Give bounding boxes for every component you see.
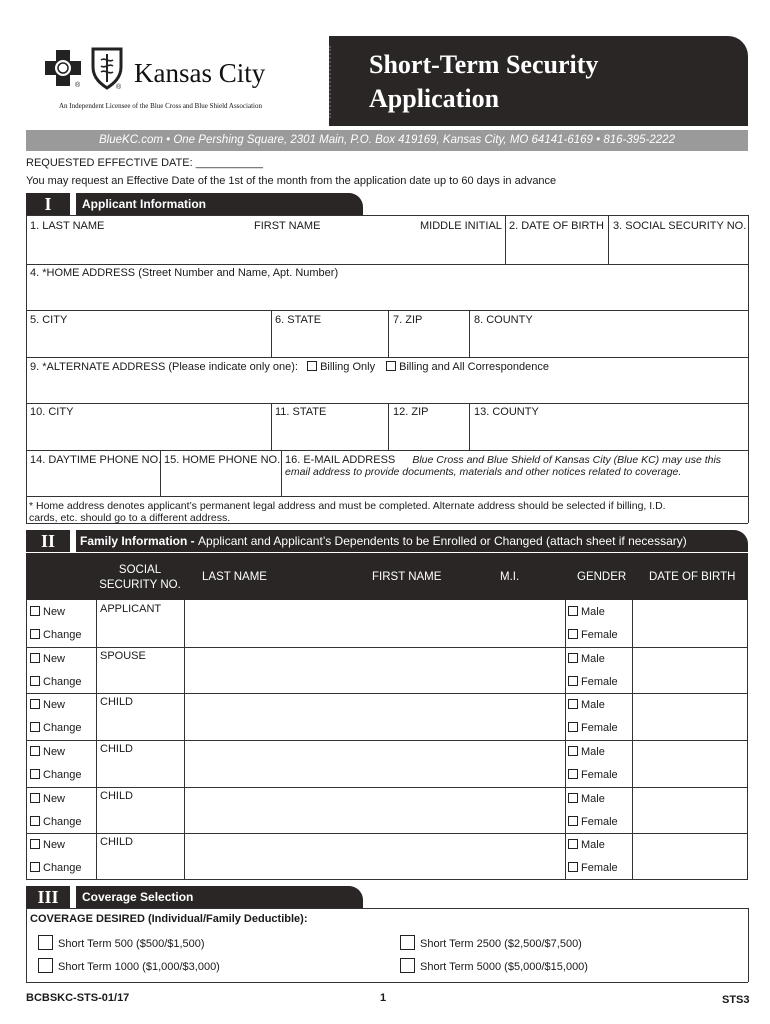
row-0-male-checkbox[interactable] (568, 606, 578, 616)
row-1-female-label: Female (581, 676, 618, 688)
section-3-header (26, 886, 363, 908)
row-2-male[interactable] (568, 699, 605, 711)
section-1-header (26, 193, 363, 215)
row-5-male[interactable] (568, 839, 605, 851)
rule (26, 908, 748, 909)
rule (26, 982, 748, 983)
coverage-option-2500[interactable] (400, 935, 582, 950)
row-5-female-label: Female (581, 862, 618, 874)
section-1-title: Applicant Information (82, 197, 206, 211)
divider (329, 46, 331, 118)
row-0-female-checkbox[interactable] (568, 629, 578, 639)
row-1-change[interactable] (30, 676, 82, 688)
coverage-2500-label: Short Term 2500 ($2,500/$7,500) (420, 938, 582, 950)
section-gap (70, 530, 76, 552)
rule (26, 215, 27, 523)
section-2-title (80, 530, 687, 552)
row-2-male-label: Male (581, 699, 605, 711)
row-4-female-label: Female (581, 816, 618, 828)
rule (26, 740, 748, 741)
rule (26, 647, 748, 648)
alt-state-field[interactable]: 11. STATE (275, 406, 327, 418)
first-name-field[interactable]: FIRST NAME (254, 220, 321, 232)
row-4-change[interactable] (30, 816, 82, 828)
row-0-male[interactable] (568, 606, 605, 618)
row-5-new-checkbox[interactable] (30, 839, 40, 849)
effective-date-field[interactable]: REQUESTED EFFECTIVE DATE: ___________ (26, 157, 263, 169)
row-3-male-checkbox[interactable] (568, 746, 578, 756)
section-2-subtitle: Applicant and Applicant’s Dependents to be Enrolled or Changed (attach sheet if necessary) (198, 534, 687, 548)
row-5-new[interactable] (30, 839, 65, 851)
zip-field[interactable]: 7. ZIP (393, 314, 423, 326)
section-3-number: III (37, 887, 59, 907)
row-4-change-checkbox[interactable] (30, 816, 40, 826)
rule (26, 403, 748, 404)
row-5-change[interactable] (30, 862, 82, 874)
logo-area (26, 36, 329, 126)
rule (748, 215, 749, 523)
col-ssn (96, 563, 184, 593)
row-0-change[interactable] (30, 629, 82, 641)
date-of-birth-field[interactable]: 2. DATE OF BIRTH (509, 220, 604, 232)
row-3-new[interactable] (30, 746, 65, 758)
row-3-female[interactable] (568, 769, 618, 781)
rule (608, 215, 609, 264)
rule (26, 693, 748, 694)
section-2-title-text: Family Information - (80, 534, 199, 548)
billing-all-checkbox[interactable] (386, 361, 396, 371)
blue-cross-icon (43, 48, 83, 88)
row-2-female-label: Female (581, 722, 618, 734)
rule (26, 450, 748, 451)
coverage-option-5000[interactable] (400, 958, 588, 973)
alternate-address-field[interactable] (30, 361, 549, 373)
rule (388, 310, 389, 357)
col-gender: GENDER (577, 571, 627, 583)
coverage-desired-label: COVERAGE DESIRED (Individual/Family Deductible): (30, 913, 308, 925)
row-4-new[interactable] (30, 793, 65, 805)
family-table (26, 600, 748, 880)
section-gap (70, 886, 76, 908)
svg-text:®: ® (75, 82, 81, 88)
rule (388, 403, 389, 450)
row-4-new-checkbox[interactable] (30, 793, 40, 803)
rule (469, 310, 470, 357)
coverage-500-label: Short Term 500 ($500/$1,500) (58, 938, 205, 950)
footnote-line-1: * Home address denotes applicant’s permanent legal address and must be completed. Alternate address should be selected if billing, I.D. (29, 500, 666, 512)
row-3-female-label: Female (581, 769, 618, 781)
row-5-change-label: Change (43, 862, 82, 874)
row-2-change-label: Change (43, 722, 82, 734)
header-banner (26, 36, 748, 126)
rule (26, 310, 748, 311)
row-4-female-checkbox[interactable] (568, 816, 578, 826)
rule (26, 264, 748, 265)
licensee-text: An Independent Licensee of the Blue Cross and Blue Shield Association (59, 102, 262, 110)
row-2-change-checkbox[interactable] (30, 722, 40, 732)
coverage-option-1000[interactable] (38, 958, 220, 973)
col-last-name: LAST NAME (202, 571, 267, 583)
row-0-male-label: Male (581, 606, 605, 618)
title-line-2: Application (369, 84, 500, 113)
row-2-change[interactable] (30, 722, 82, 734)
alt-county-field[interactable]: 13. COUNTY (474, 406, 539, 418)
page-number: 1 (380, 992, 387, 1004)
section-1-number: I (44, 194, 52, 214)
rule (26, 787, 748, 788)
address-footnote (29, 500, 666, 524)
form-code: STS3 (722, 994, 750, 1006)
email-note-line-2: email address to provide documents, materials and other notices related to coverage. (285, 466, 682, 478)
form-id: BCBSKC-STS-01/17 (26, 992, 130, 1004)
row-2-relation (100, 696, 133, 708)
row-1-male-label: Male (581, 653, 605, 665)
rule (271, 310, 272, 357)
col-first-name: FIRST NAME (372, 571, 442, 583)
coverage-1000-label: Short Term 1000 ($1,000/$3,000) (58, 961, 220, 973)
row-3-change-label: Change (43, 769, 82, 781)
footnote-line-2: cards, etc. should go to a different address. (29, 512, 231, 524)
row-5-change-checkbox[interactable] (30, 862, 40, 872)
rule (26, 496, 748, 497)
email-field[interactable] (285, 454, 721, 466)
row-2-relation-label: CHILD (100, 696, 134, 708)
svg-text:®: ® (116, 84, 122, 90)
row-4-new-label: New (43, 793, 66, 805)
blue-shield-icon (90, 46, 124, 90)
section-3-title: Coverage Selection (82, 890, 194, 904)
row-0-new-label: New (43, 606, 66, 618)
col-ssn-line-1: SOCIAL (118, 564, 162, 576)
rule (748, 908, 749, 982)
row-2-new[interactable] (30, 699, 65, 711)
row-1-male-checkbox[interactable] (568, 653, 578, 663)
row-1-new-label: New (43, 653, 66, 665)
state-field[interactable]: 6. STATE (275, 314, 322, 326)
row-1-relation (100, 650, 146, 662)
col-mi: M.I. (500, 571, 520, 583)
row-3-relation-label: CHILD (100, 743, 134, 755)
rule (271, 403, 272, 450)
section-gap (70, 193, 76, 215)
coverage-1000-checkbox[interactable] (38, 958, 53, 973)
section-2-number: II (40, 531, 55, 551)
row-1-new-checkbox[interactable] (30, 653, 40, 663)
effective-date-note: You may request an Effective Date of the 1st of the month from the application date up to 60 days in advance (26, 175, 557, 187)
row-3-male-label: Male (581, 746, 605, 758)
rule (26, 833, 748, 834)
coverage-5000-label: Short Term 5000 ($5,000/$15,000) (420, 961, 588, 973)
row-2-new-checkbox[interactable] (30, 699, 40, 709)
row-3-new-checkbox[interactable] (30, 746, 40, 756)
row-4-male-checkbox[interactable] (568, 793, 578, 803)
row-0-change-label: Change (43, 629, 82, 641)
row-4-relation (100, 790, 133, 802)
title-line-1: Short-Term Security (369, 50, 599, 79)
coverage-2500-checkbox[interactable] (400, 935, 415, 950)
row-1-female[interactable] (568, 676, 618, 688)
ssn-field[interactable]: 3. SOCIAL SECURITY NO. (613, 220, 747, 232)
row-3-change-checkbox[interactable] (30, 769, 40, 779)
row-2-male-checkbox[interactable] (568, 699, 578, 709)
col-ssn-line-2: SECURITY NO. (99, 579, 181, 591)
row-4-male[interactable] (568, 793, 605, 805)
row-5-male-checkbox[interactable] (568, 839, 578, 849)
middle-initial-field[interactable]: MIDDLE INITIAL (420, 220, 502, 232)
row-0-relation-label: APPLICANT (100, 603, 162, 615)
rule (26, 357, 748, 358)
alternate-address-label: 9. *ALTERNATE ADDRESS (Please indicate only one): (30, 361, 298, 373)
family-table-header (26, 553, 748, 600)
row-0-relation (100, 603, 161, 615)
row-1-change-checkbox[interactable] (30, 676, 40, 686)
row-5-new-label: New (43, 839, 66, 851)
row-3-new-label: New (43, 746, 66, 758)
coverage-5000-checkbox[interactable] (400, 958, 415, 973)
row-1-new[interactable] (30, 653, 65, 665)
county-field[interactable]: 8. COUNTY (474, 314, 533, 326)
home-address-field[interactable]: 4. *HOME ADDRESS (Street Number and Name, Apt. Number) (30, 267, 339, 279)
section-2-header (26, 530, 748, 552)
rule (505, 215, 506, 264)
rule (469, 403, 470, 450)
row-0-female[interactable] (568, 629, 618, 641)
row-4-female[interactable] (568, 816, 618, 828)
row-1-change-label: Change (43, 676, 82, 688)
email-label: 16. E-MAIL ADDRESS (285, 454, 396, 466)
row-1-relation-label: SPOUSE (100, 650, 146, 662)
billing-all-label: Billing and All Correspondence (399, 361, 549, 373)
row-5-relation-label: CHILD (100, 836, 134, 848)
row-3-relation (100, 743, 133, 755)
row-5-female-checkbox[interactable] (568, 862, 578, 872)
row-0-new-checkbox[interactable] (30, 606, 40, 616)
address-bar: BlueKC.com • One Pershing Square, 2301 Main, P.O. Box 419169, Kansas City, MO 64141-6169 • 816-395-2222 (26, 130, 748, 151)
row-3-female-checkbox[interactable] (568, 769, 578, 779)
row-1-female-checkbox[interactable] (568, 676, 578, 686)
row-3-male[interactable] (568, 746, 605, 758)
alt-city-field[interactable]: 10. CITY (30, 406, 74, 418)
rule (281, 450, 282, 496)
billing-only-label: Billing Only (320, 361, 376, 373)
email-note-line-1: Blue Cross and Blue Shield of Kansas City (Blue KC) may use this (412, 454, 722, 466)
home-phone-field[interactable]: 15. HOME PHONE NO. (164, 454, 281, 466)
row-2-new-label: New (43, 699, 66, 711)
row-5-female[interactable] (568, 862, 618, 874)
coverage-option-500[interactable] (38, 935, 205, 950)
row-4-male-label: Male (581, 793, 605, 805)
rule (26, 908, 27, 982)
daytime-phone-field[interactable]: 14. DAYTIME PHONE NO. (30, 454, 162, 466)
row-4-change-label: Change (43, 816, 82, 828)
coverage-500-checkbox[interactable] (38, 935, 53, 950)
row-0-change-checkbox[interactable] (30, 629, 40, 639)
billing-only-checkbox[interactable] (307, 361, 317, 371)
last-name-field[interactable]: 1. LAST NAME (30, 220, 105, 232)
city-field[interactable]: 5. CITY (30, 314, 68, 326)
brand-name: Kansas City (134, 58, 266, 88)
alt-zip-field[interactable]: 12. ZIP (393, 406, 429, 418)
col-dob: DATE OF BIRTH (649, 571, 736, 583)
row-5-relation (100, 836, 133, 848)
row-0-new[interactable] (30, 606, 65, 618)
row-2-female-checkbox[interactable] (568, 722, 578, 732)
row-4-relation-label: CHILD (100, 790, 134, 802)
rule (26, 879, 748, 880)
rule (26, 215, 748, 216)
row-2-female[interactable] (568, 722, 618, 734)
row-0-female-label: Female (581, 629, 618, 641)
row-5-male-label: Male (581, 839, 605, 851)
page-title (369, 48, 709, 116)
row-3-change[interactable] (30, 769, 82, 781)
row-1-male[interactable] (568, 653, 605, 665)
